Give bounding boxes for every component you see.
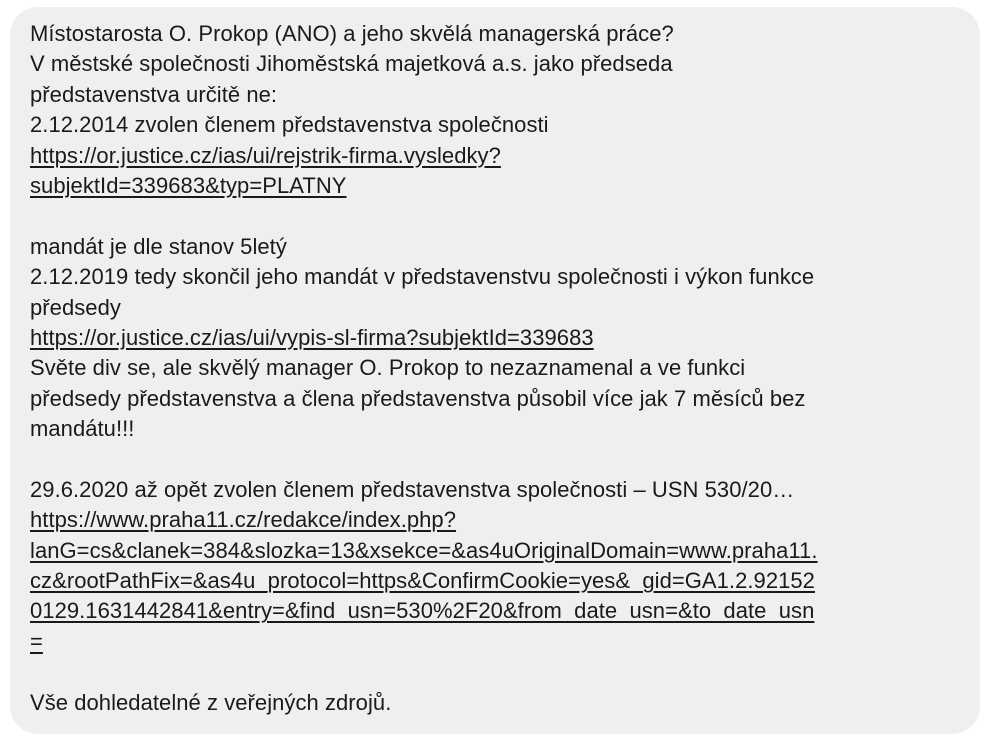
justice-rejstrik-link[interactable] — [30, 171, 964, 201]
paragraph-spacer — [30, 444, 964, 474]
praha11-link[interactable] — [30, 536, 964, 566]
praha11-link-text[interactable]: = — [30, 628, 43, 654]
message-text-line: 2.12.2019 tedy skončil jeho mandát v představenstvu společnosti i výkon funkce — [30, 264, 815, 290]
praha11-link[interactable] — [30, 627, 964, 657]
message-text-line: mandátu!!! — [30, 416, 135, 442]
message-text-line: Místostarosta O. Prokop (ANO) a jeho skvělá managerská práce? — [30, 21, 674, 46]
message-text-line: předsedy — [30, 294, 121, 320]
message-text-line: mandát je dle stanov 5letý — [30, 233, 287, 259]
praha11-link-text[interactable]: 0129.1631442841&entry=&find_usn=530%2F20&from_date_usn=&to_date_usn — [30, 598, 815, 624]
message-text-line: Vše dohledatelné z veřejných zdrojů. — [30, 689, 392, 715]
message-bubble — [10, 7, 980, 734]
paragraph-spacer — [30, 657, 964, 687]
justice-vypis-link[interactable] — [30, 323, 964, 353]
praha11-link[interactable] — [30, 505, 964, 535]
message-text-line: předsedy představenstva a člena představenstva působil více jak 7 měsíců bez — [30, 385, 806, 411]
praha11-link-text[interactable]: cz&rootPathFix=&as4u_protocol=https&ConfirmCookie=yes&_gid=GA1.2.92152 — [30, 568, 815, 594]
justice-rejstrik-link-text[interactable]: subjektId=339683&typ=PLATNY — [30, 172, 347, 198]
justice-vypis-link-text[interactable]: https://or.justice.cz/ias/ui/vypis-sl-firma?subjektId=339683 — [30, 324, 594, 350]
praha11-link-text[interactable]: lanG=cs&clanek=384&slozka=13&xsekce=&as4uOriginalDomain=www.praha11. — [30, 537, 818, 563]
message-text-line: Světe div se, ale skvělý manager O. Prokop to nezaznamenal a ve funkci — [30, 355, 746, 381]
paragraph-spacer — [30, 201, 964, 231]
message-text-line: 2.12.2014 zvolen členem představenstva společnosti — [30, 112, 549, 138]
message-text-line: V městské společnosti Jihoměstská majetková a.s. jako předseda — [30, 51, 673, 77]
praha11-link[interactable] — [30, 596, 964, 626]
justice-rejstrik-link-text[interactable]: https://or.justice.cz/ias/ui/rejstrik-firma.vysledky? — [30, 142, 501, 168]
praha11-link-text[interactable]: https://www.praha11.cz/redakce/index.php? — [30, 507, 457, 533]
message-text-line: 29.6.2020 až opět zvolen členem představenstva společnosti – USN 530/20… — [30, 476, 795, 502]
justice-rejstrik-link[interactable] — [30, 141, 964, 171]
message-text-line: představenstva určitě ne: — [30, 81, 278, 107]
praha11-link[interactable] — [30, 566, 964, 596]
